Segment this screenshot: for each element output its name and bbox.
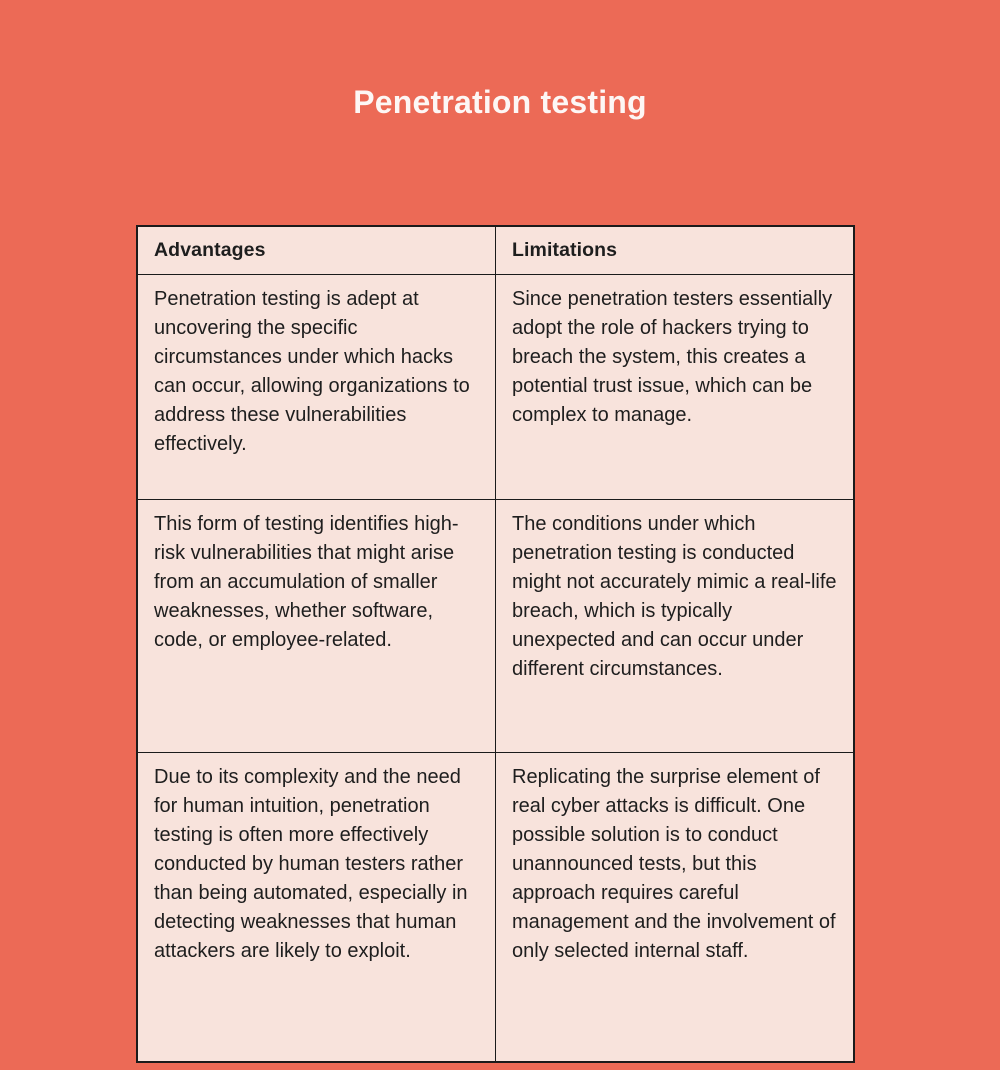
column-header-advantages: Advantages <box>137 226 496 275</box>
advantages-cell: Due to its complexity and the need for human intuition, penetration testing is often more effectively conducted by human testers rather than being automated, especially in detecting weaknesses that human attackers are likely to exploit. <box>137 753 496 1063</box>
limitations-cell: The conditions under which penetration testing is conducted might not accurately mimic a real-life breach, which is typically unexpected and can occur under different circumstances. <box>496 500 855 753</box>
limitations-cell: Replicating the surprise element of real cyber attacks is difficult. One possible solution is to conduct unannounced tests, but this approach requires careful management and the involvement of only selected internal staff. <box>496 753 855 1063</box>
page-title: Penetration testing <box>353 84 647 120</box>
advantages-cell: Penetration testing is adept at uncovering the specific circumstances under which hacks can occur, allowing organizations to address these vulnerabilities effectively. <box>137 275 496 500</box>
column-header-limitations: Limitations <box>496 226 855 275</box>
limitations-cell: Since penetration testers essentially adopt the role of hackers trying to breach the system, this creates a potential trust issue, which can be complex to manage. <box>496 275 855 500</box>
table-header-row <box>137 226 854 275</box>
advantages-cell: This form of testing identifies high-risk vulnerabilities that might arise from an accumulation of smaller weaknesses, whether software, code, or employee-related. <box>137 500 496 753</box>
comparison-table-container <box>136 225 855 1063</box>
table-row <box>137 275 854 500</box>
comparison-table <box>136 225 855 1063</box>
table-row <box>137 500 854 753</box>
table-row <box>137 753 854 1063</box>
